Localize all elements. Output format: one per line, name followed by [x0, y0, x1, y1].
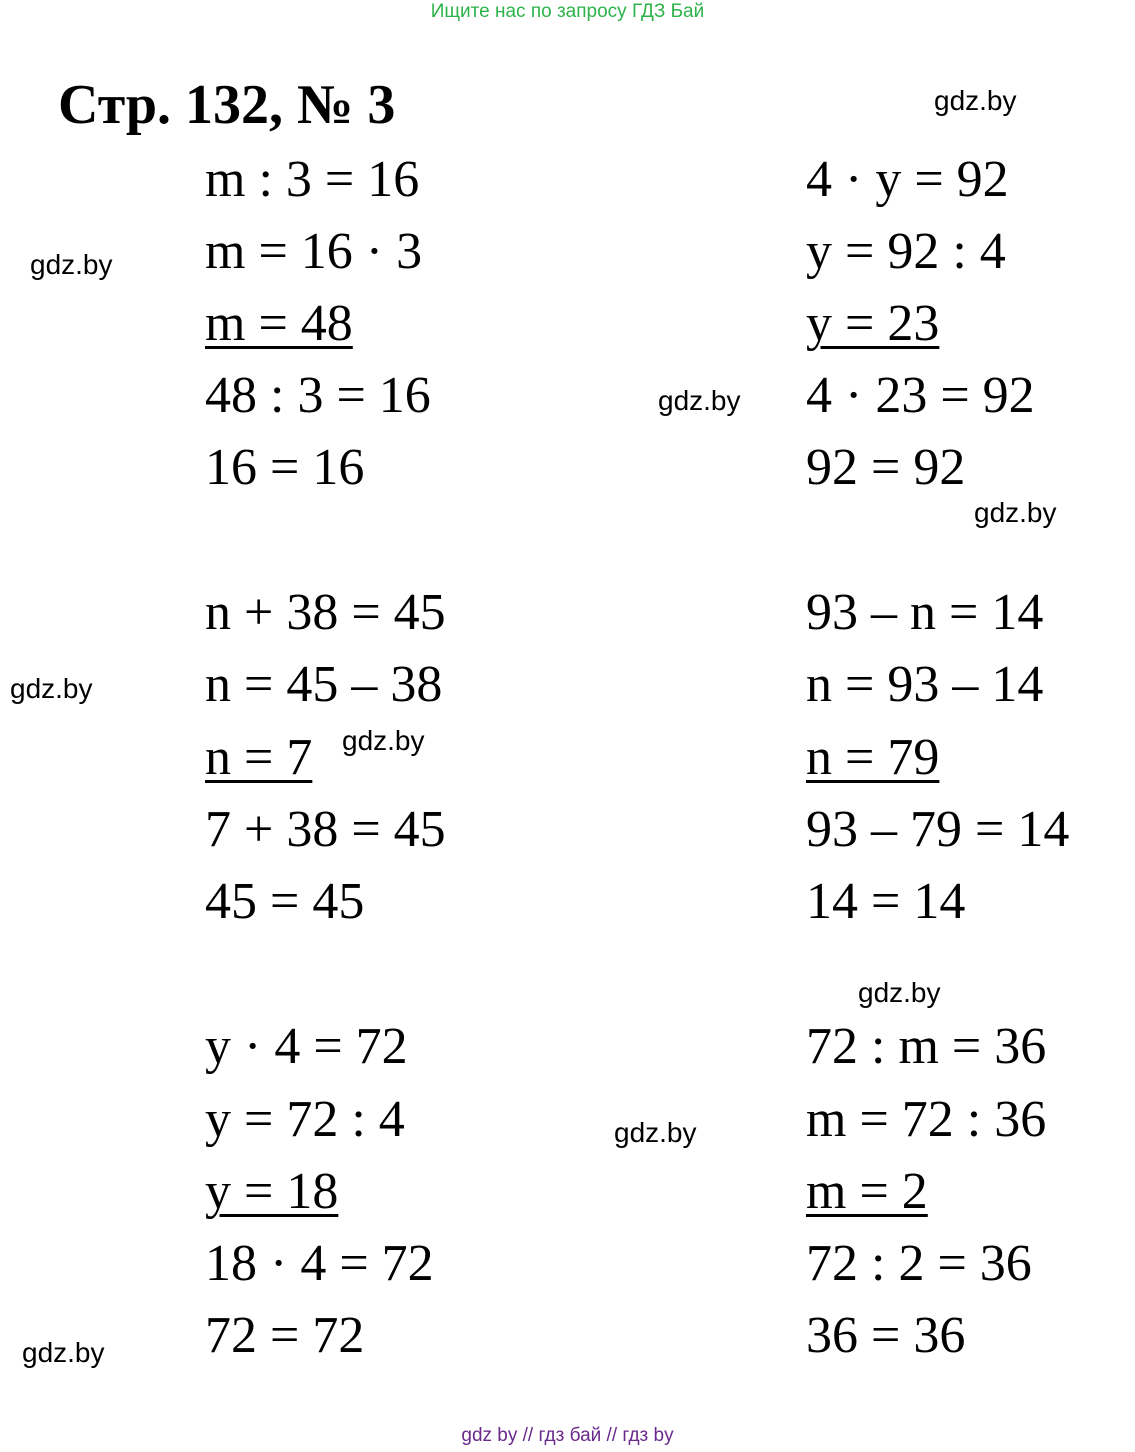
equation-line: n = 93 – 14 — [806, 656, 1044, 713]
check-result-line: 92 = 92 — [806, 439, 966, 496]
equation-line: m = 16 · 3 — [205, 223, 423, 280]
top-banner: Ищите нас по запросу ГДЗ Бай — [430, 1, 705, 22]
watermark: gdz.by — [858, 977, 941, 1008]
equation-line: y = 92 : 4 — [806, 223, 1006, 280]
watermark: gdz.by — [658, 385, 741, 416]
equation-line: m = 72 : 36 — [806, 1091, 1047, 1148]
page-title: Стр. 132, № 3 — [58, 74, 396, 136]
check-result-line: 16 = 16 — [205, 439, 365, 496]
check-result-line: 72 = 72 — [205, 1307, 365, 1364]
equation-line: 4 · y = 92 — [806, 151, 1009, 208]
equation-line: n + 38 = 45 — [205, 584, 446, 641]
check-result-line: 14 = 14 — [806, 873, 966, 930]
watermark: gdz.by — [10, 673, 93, 704]
check-line: 48 : 3 = 16 — [205, 367, 431, 424]
equation-line: 72 : m = 36 — [806, 1018, 1047, 1075]
equation-line: y = 72 : 4 — [205, 1091, 405, 1148]
check-line: 93 – 79 = 14 — [806, 801, 1070, 858]
check-line: 72 : 2 = 36 — [806, 1235, 1032, 1292]
watermark: gdz.by — [342, 725, 425, 756]
watermark: gdz.by — [22, 1337, 105, 1368]
watermark: gdz.by — [974, 497, 1057, 528]
answer-line: m = 2 — [806, 1163, 928, 1220]
equation-line: 93 – n = 14 — [806, 584, 1044, 641]
answer-line: m = 48 — [205, 295, 353, 352]
check-result-line: 36 = 36 — [806, 1307, 966, 1364]
equation-line: n = 45 – 38 — [205, 656, 443, 713]
answer-line: y = 23 — [806, 295, 940, 352]
answer-line: n = 79 — [806, 729, 940, 786]
answer-line: n = 7 — [205, 729, 313, 786]
check-line: 7 + 38 = 45 — [205, 801, 446, 858]
check-result-line: 45 = 45 — [205, 873, 365, 930]
equation-line: m : 3 = 16 — [205, 151, 420, 208]
footer-links[interactable]: gdz by // гдз бай // гдз by — [461, 1425, 674, 1446]
watermark: gdz.by — [614, 1117, 697, 1148]
answer-line: y = 18 — [205, 1163, 339, 1220]
watermark: gdz.by — [934, 85, 1017, 116]
check-line: 4 · 23 = 92 — [806, 367, 1035, 424]
check-line: 18 · 4 = 72 — [205, 1235, 434, 1292]
equation-line: y · 4 = 72 — [205, 1018, 408, 1075]
watermark: gdz.by — [30, 249, 113, 280]
